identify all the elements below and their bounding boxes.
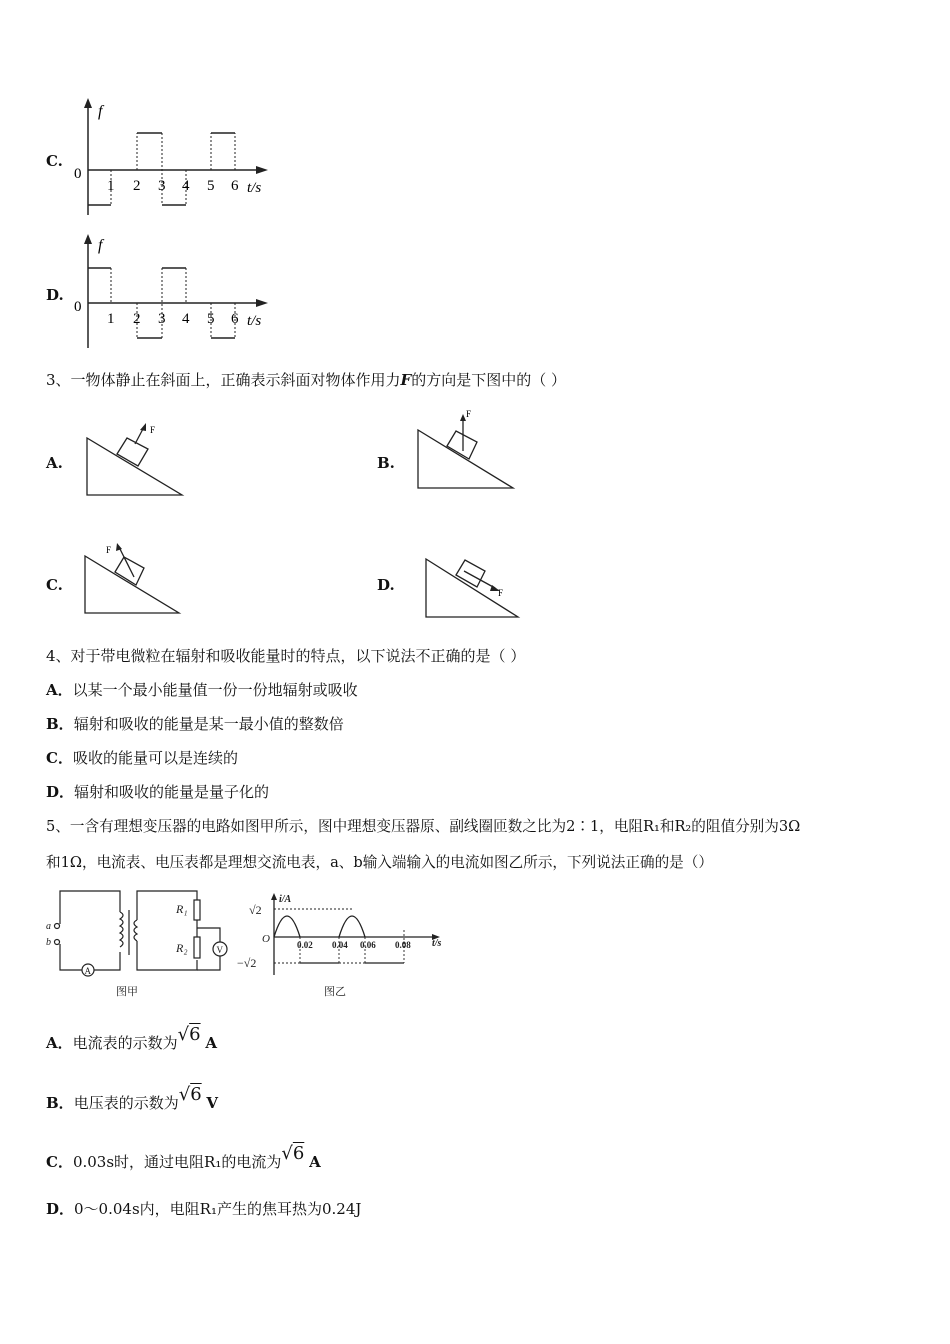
axis-x-label: t/s	[432, 938, 442, 949]
q5-question-line2: 和1Ω，电流表、电压表都是理想交流电表，a、b输入端输入的电流如图乙所示，下列说法正确的是（）	[46, 854, 713, 871]
ymin-label: −√2	[237, 956, 257, 970]
q3-text-end: 的方向是下图中的（ ）	[411, 371, 566, 389]
axis-y-label: i/A	[279, 894, 292, 905]
tick-label: 5	[207, 178, 215, 194]
q3-option-b-label: B.	[377, 454, 395, 472]
option-label: B．	[46, 1094, 74, 1112]
axis-y-label: f	[98, 237, 103, 254]
ammeter-icon: A	[84, 966, 91, 976]
axis-x-label: t/s	[247, 313, 262, 329]
q3-var: F	[400, 371, 412, 389]
option-text: 电流表的示数为	[72, 1034, 178, 1052]
sqrt-value: √6	[281, 1143, 305, 1164]
axis-y-label: f	[98, 103, 103, 120]
option-label: C．	[46, 1153, 73, 1171]
tick-label: 2	[133, 178, 141, 194]
tick-label: 6	[231, 178, 239, 194]
q3-text: 3、一物体静止在斜面上，正确表示斜面对物体作用力	[46, 371, 401, 389]
tick-label: 1	[107, 178, 115, 194]
force-label: F	[106, 545, 112, 555]
unit: A	[205, 1034, 218, 1052]
voltmeter-icon: V	[216, 945, 223, 955]
option-text: 0.03s时，通过电阻R₁的电流为	[72, 1153, 282, 1171]
figure-a-caption: 图甲	[116, 986, 138, 998]
option-d-label: D.	[46, 286, 64, 304]
option-label: C．	[46, 749, 73, 767]
force-label: F	[466, 409, 472, 419]
sqrt-value: √6	[177, 1024, 201, 1045]
q3-option-a-label: A.	[46, 454, 63, 472]
q5-question-line1: 5、一含有理想变压器的电路如图甲所示，图中理想变压器原、副线圈匝数之比为2∶1，电阻R₁和R₂的阻值分别为3Ω	[46, 818, 801, 835]
terminal-a-label: a	[46, 921, 51, 932]
q5-option-b[interactable]	[46, 1084, 219, 1113]
tick-label: 4	[182, 178, 190, 194]
q4-question: 4、对于带电微粒在辐射和吸收能量时的特点，以下说法不正确的是（ ）	[46, 647, 526, 665]
option-label: A．	[46, 1034, 73, 1052]
option-label: B．	[46, 715, 74, 733]
option-text: 以某一个最小能量值一份一份地辐射或吸收	[72, 681, 358, 699]
force-label: F	[150, 425, 156, 435]
r2-label: R₂	[176, 941, 188, 955]
radicand: 6	[292, 1143, 305, 1164]
sqrt-value: √6	[178, 1084, 202, 1105]
radicand: 6	[190, 1084, 202, 1105]
r1-label: R₁	[176, 902, 188, 916]
option-text: 辐射和吸收的能量是量子化的	[74, 783, 270, 801]
option-text: 吸收的能量可以是连续的	[72, 749, 238, 767]
option-label: D．	[46, 783, 75, 801]
q3-option-d-label: D.	[377, 576, 395, 594]
tick-label: 2	[133, 311, 141, 327]
tick-label: 6	[231, 311, 239, 327]
origin-label: O	[262, 933, 270, 945]
tick-label: 3	[158, 311, 166, 327]
figure-b-caption: 图乙	[324, 986, 346, 998]
option-text: 电压表的示数为	[73, 1094, 179, 1112]
q5-option-d[interactable]	[46, 1199, 361, 1219]
q5-option-a[interactable]	[46, 1024, 218, 1053]
tick-label: 0.08	[395, 940, 411, 950]
tick-label: 0.06	[360, 940, 376, 950]
tick-label: 0.02	[297, 940, 313, 950]
tick-label: 5	[207, 311, 215, 327]
option-c-label: C.	[46, 152, 63, 170]
unit: V	[206, 1094, 219, 1112]
option-text: 0～0.04s内，电阻R₁产生的焦耳热为0.24J	[74, 1200, 362, 1218]
q5-figures	[0, 0, 460, 1010]
origin-label: 0	[74, 166, 82, 182]
q3-option-c-label: C.	[46, 576, 63, 594]
option-label: D．	[46, 1200, 75, 1218]
origin-label: 0	[74, 299, 82, 315]
terminal-b-label: b	[46, 937, 51, 948]
axis-x-label: t/s	[247, 180, 262, 196]
option-text: 辐射和吸收的能量是某一最小值的整数倍	[73, 715, 344, 733]
q5-option-c[interactable]	[46, 1143, 321, 1172]
tick-label: 3	[158, 178, 166, 194]
tick-label: 4	[182, 311, 190, 327]
force-label: F	[498, 588, 504, 598]
tick-label: 1	[107, 311, 115, 327]
radicand: 6	[189, 1024, 201, 1045]
tick-label: 0.04	[332, 940, 348, 950]
unit: A	[309, 1153, 321, 1171]
option-label: A．	[46, 681, 73, 699]
ymax-label: √2	[249, 903, 262, 917]
